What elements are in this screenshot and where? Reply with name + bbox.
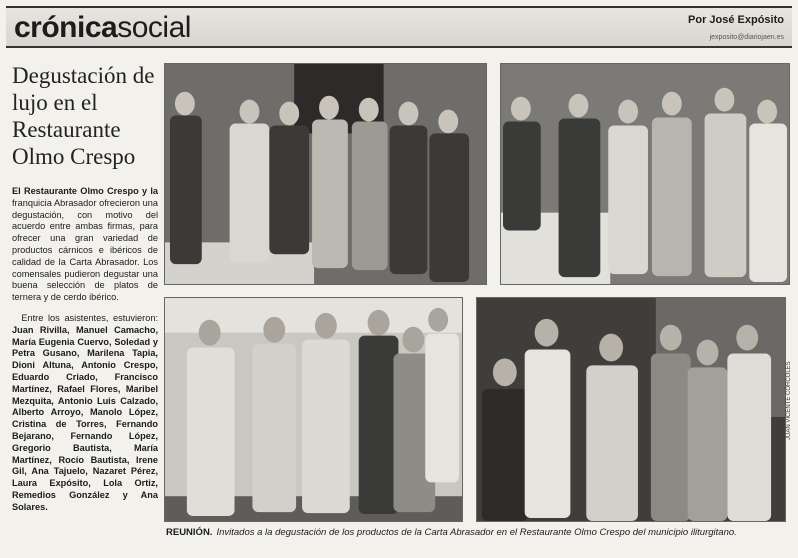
photo-group-4 <box>476 297 786 522</box>
attendees-intro: Entre los asistentes, estuvieron: <box>21 313 158 323</box>
section-title-light: social <box>117 11 191 44</box>
lead-paragraph <box>12 186 158 304</box>
section-title <box>14 10 191 46</box>
photo-group-1 <box>164 63 487 285</box>
photo-group-3 <box>164 297 463 522</box>
caption-label: REUNIÓN. <box>166 527 213 538</box>
byline: Por José Expósito <box>688 14 784 26</box>
lead-rest: franquicia Abrasador ofrecieron una degustación, con motivo del acuerdo entre ambas firmas, para ofrecer una gran variedad de productos cárnicos e ibéricos de calidad de la Carta Abrasador. Los comensales pudieron degustar una buena selección de platos de ternera y de cerdo ibérico. <box>12 197 158 303</box>
photo-group-2 <box>500 63 790 285</box>
section-title-bold: crónica <box>14 11 118 44</box>
headline: Degustación de lujo en el Restaurante Olmo Crespo <box>12 63 155 169</box>
lead-bold: El Restaurante Olmo Crespo y la <box>12 186 158 196</box>
caption-text: Invitados a la degustación de los productos de la Carta Abrasador en el Restaurante Olmo Crespo del municipio iliturgitano. <box>216 527 737 538</box>
attendees-paragraph <box>12 313 158 514</box>
section-header <box>6 6 792 48</box>
author-email: jexposito@diariojaen.es <box>709 34 784 41</box>
photo-caption <box>166 527 790 539</box>
photo-credit: JUAN VICENTE CÓRCOLES <box>786 361 792 440</box>
attendees-names: Juan Rivilla, Manuel Camacho, María Eugenia Cuervo, Soledad y Petra Gusano, Marilena Tapia, Dioni Altuna, Antonio Crespo, Eduardo Criado, Francisco Martínez, Rafael Flores, Maribel Mezquita, Antonio Luis Calzado, Alberto Arroyo, Manolo López, Cristina de Torres, Fernando Bejarano, Fernando López, Gregorio Bautista, María Martínez, Rocío Bautista, Irene Gil, Ana Tajuelo, Nazaret Pérez, Laura Expósito, Lola Ortiz, Remedios González y Ana Solares. <box>12 324 158 512</box>
